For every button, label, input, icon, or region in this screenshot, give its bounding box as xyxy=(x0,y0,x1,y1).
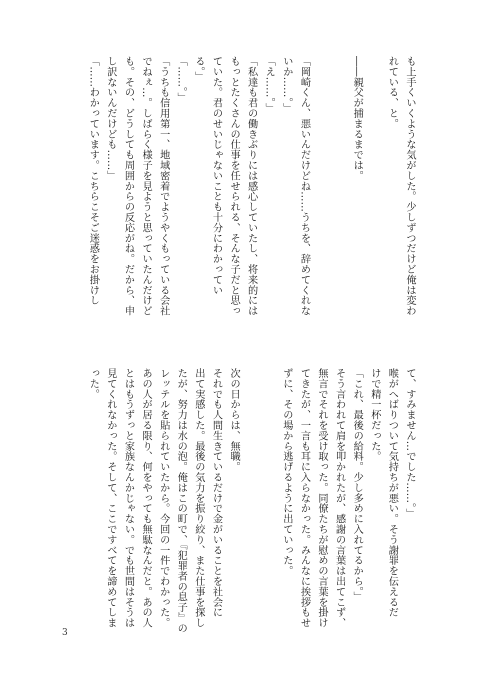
text-line: もっとたくさんの仕事を任せられる、そんな子だと思っ xyxy=(228,56,240,316)
text-line xyxy=(365,56,383,335)
text-line: ずに、その場から逃げるように出ていった。 xyxy=(280,368,292,576)
text-line: 「……。」 xyxy=(175,56,187,103)
text-line: る。」 xyxy=(192,56,204,83)
text-line: あの人が居る限り、何をやっても無駄なんだと。あの人 xyxy=(140,368,152,628)
text-line: ――親父が捕まるまでは。 xyxy=(351,56,363,181)
text-line xyxy=(312,56,330,335)
text-line: 「これ、最後の給料。少し多めに入れてるから。」 xyxy=(351,368,363,603)
text-line: し訳ないんだけども……」 xyxy=(104,56,116,181)
text-line: 無言でそれを受け取った。同僚たちが慰めの言葉を掛け xyxy=(316,368,328,628)
text-line: 「うちも信用第一、地域密着でようやくもっている会社 xyxy=(157,56,169,316)
text-line: でねぇ…。しばらく様子を見ようと思っていたんだけど xyxy=(140,56,152,316)
text-line: 喉がへばりついて気持ちが悪い。そう謝罪を伝えるだ xyxy=(386,368,398,618)
text-tier-bottom xyxy=(87,368,418,647)
text-line xyxy=(330,56,348,335)
text-line: 「え……。」 xyxy=(263,56,275,114)
text-line: 次の日からは、無職。 xyxy=(228,368,240,472)
text-line: 「岡崎くん、悪いんだけどね……うちを、辞めてくれな xyxy=(298,56,310,316)
text-line: 「私達も君の働きぶりには感心していたし、将来的には xyxy=(245,56,257,316)
text-line xyxy=(260,368,278,647)
text-line: も上手くいくような気がした。少しずつだけど俺は変わ xyxy=(404,56,415,316)
text-line: レッテルを貼られていたから。今回の一件でわかった。 xyxy=(157,368,169,628)
text-line: いか……。」 xyxy=(280,56,292,114)
text-line: ていた。君のせいじゃないことも十分にわかってい xyxy=(210,56,222,296)
text-line: 「……わかっています。こちらこそご迷惑をお掛けし xyxy=(87,56,99,306)
text-line: った。 xyxy=(87,368,99,400)
text-line: とはもうずっと家族なんかじゃない。でも世間はそうは xyxy=(122,368,134,628)
text-line: て、すみません…でした……。」 xyxy=(404,368,415,519)
text-line: そう言われて肩を叩かれたが、感謝の言葉は出てこず、 xyxy=(333,368,345,628)
text-line: も。その、どうしても周囲からの反応がね。だから、申 xyxy=(122,56,134,316)
page-number: 3 xyxy=(62,628,68,638)
text-line: けで精一杯だった。 xyxy=(368,368,380,462)
text-line: たが、努力は水の泡。俺はこの町で、『犯罪者の息子』の xyxy=(175,368,187,634)
text-line: それでも人間生きているだけで金がいることを社会に xyxy=(210,368,222,618)
text-line: れている、と。 xyxy=(386,56,398,129)
text-line xyxy=(242,368,260,647)
text-line: 見てくれなかった。そして、ここですべてを諦めてしま xyxy=(104,368,116,628)
text-line: てきたが、一言も耳に入らなかった。みんなに挨拶もせ xyxy=(298,368,310,628)
text-tier-top xyxy=(87,56,418,335)
text-line: 出て実感した。最後の気力を振り絞り、また仕事を探し xyxy=(192,368,204,628)
